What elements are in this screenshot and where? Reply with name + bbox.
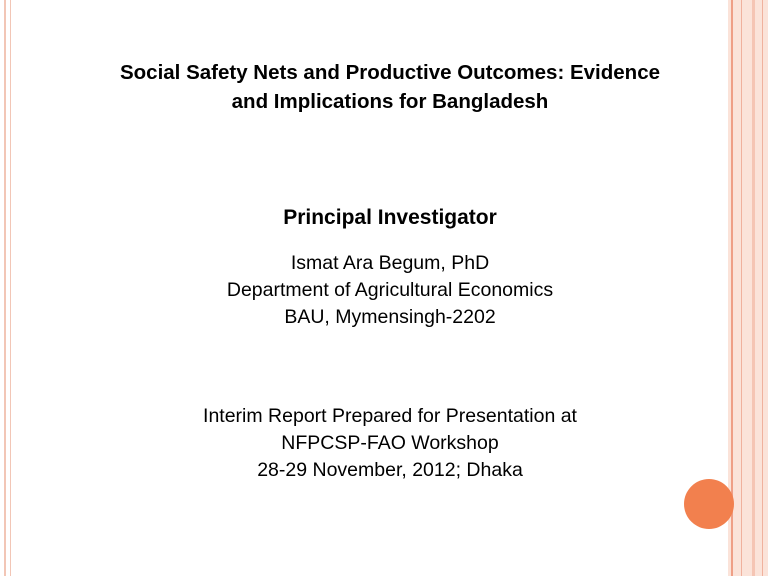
- slide-title-line: and Implications for Bangladesh: [231, 90, 549, 113]
- right-stripe-line: [762, 0, 763, 576]
- investigator-details: [40, 250, 740, 331]
- event-line: Interim Report Prepared for Presentation at: [203, 405, 577, 427]
- event-line: 28-29 November, 2012; Dhaka: [257, 459, 523, 481]
- investigator-department: Department of Agricultural Economics: [226, 279, 554, 301]
- investigator-name: Ismat Ara Begum, PhD: [290, 252, 490, 274]
- right-stripe-line: [741, 0, 742, 576]
- investigator-institution: BAU, Mymensingh-2202: [284, 306, 496, 328]
- event-details: [40, 403, 740, 484]
- slide-title: [40, 58, 740, 116]
- event-line: NFPCSP-FAO Workshop: [281, 432, 499, 454]
- orange-circle-decoration: [684, 479, 734, 529]
- slide-title-line: Social Safety Nets and Productive Outcomes: Evidence: [119, 61, 660, 84]
- investigator-heading: Principal Investigator: [283, 206, 497, 229]
- left-border-line-thin: [10, 0, 11, 576]
- left-border-line: [4, 0, 6, 576]
- right-stripe-line: [752, 0, 755, 576]
